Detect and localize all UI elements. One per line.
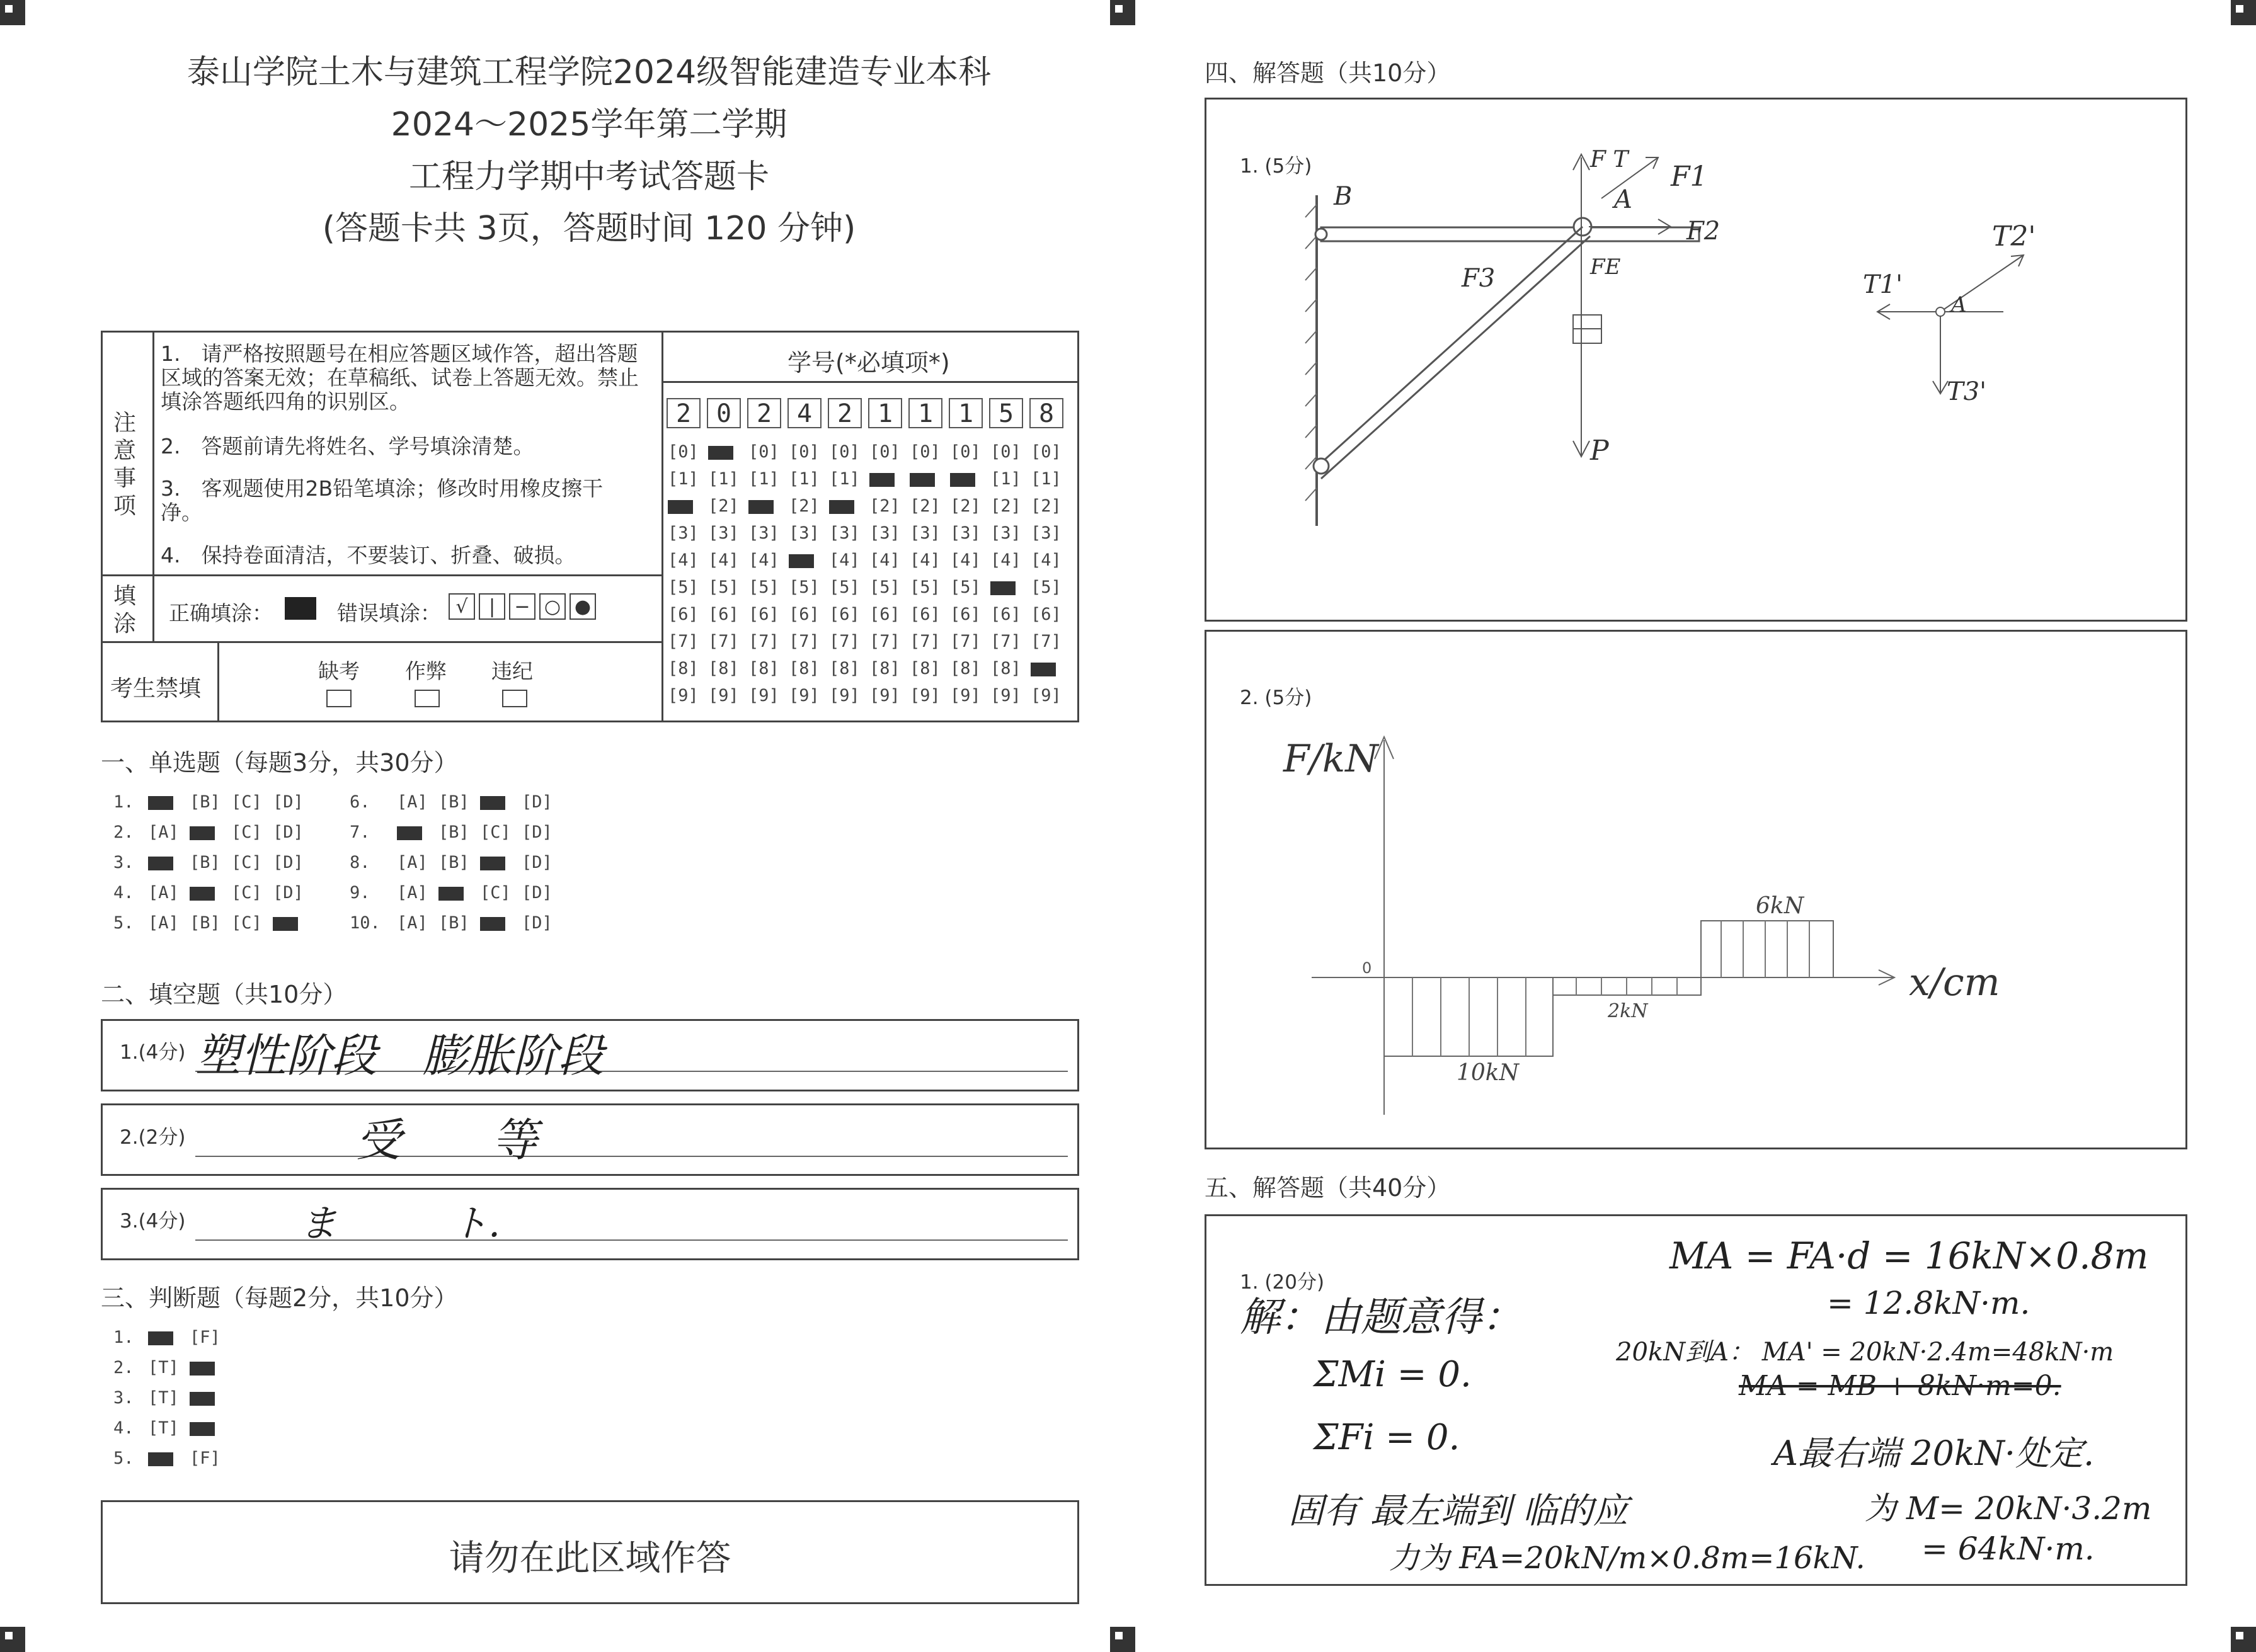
filled-mark xyxy=(480,857,505,870)
student-id-bubble[interactable]: [8] xyxy=(748,659,779,678)
student-id-bubble[interactable]: [6] xyxy=(668,605,699,624)
header-school: 泰山学院土木与建筑工程学院2024级智能建造专业本科 xyxy=(186,54,992,91)
student-id-bubble[interactable]: [0] xyxy=(950,442,981,462)
tf-question-number: 1. xyxy=(113,1328,134,1347)
prohibit-absent-label: 缺考 xyxy=(318,659,360,683)
mc-question-9 xyxy=(350,883,563,903)
section4-title: 四、解答题（共10分） xyxy=(1205,59,1451,87)
student-id-bubble[interactable]: [2] xyxy=(910,496,941,516)
prohibit-cheat-label: 作弊 xyxy=(405,659,447,683)
fill-blank-label-2: 2.(2分) xyxy=(120,1126,186,1149)
label-T1p: T1' xyxy=(1863,270,1903,299)
mc-option[interactable]: [D] xyxy=(273,792,304,812)
student-id-bubble[interactable]: [7] xyxy=(910,632,941,651)
notice-title: 注意事项 xyxy=(113,410,137,519)
student-id-bubble[interactable]: [3] xyxy=(748,523,779,543)
mc-option-filled[interactable] xyxy=(148,853,190,872)
student-id-bubble[interactable]: [7] xyxy=(829,632,860,651)
section3-title: 三、判断题（每题2分，共10分） xyxy=(101,1284,458,1312)
mc-option[interactable]: [A] xyxy=(148,883,179,903)
tf-option[interactable]: [T] xyxy=(148,1358,179,1377)
filled-mark xyxy=(438,887,464,901)
solution-line-6: MA = FA·d = 16kN×0.8m xyxy=(1669,1234,2149,1277)
student-id-bubble[interactable]: [8] xyxy=(789,659,820,678)
mc-option[interactable]: [C] xyxy=(231,853,262,872)
tf-question-number: 3. xyxy=(113,1388,134,1408)
student-id-bubble[interactable]: [7] xyxy=(668,632,699,651)
mc-question-2 xyxy=(113,823,314,842)
student-id-bubble-filled[interactable] xyxy=(668,496,693,516)
tf-option[interactable]: [F] xyxy=(190,1449,220,1468)
label-FT: F T xyxy=(1590,147,1629,173)
student-id-bubble[interactable]: [6] xyxy=(910,605,941,624)
mc-option[interactable]: [B] xyxy=(438,853,469,872)
student-id-digit-2[interactable]: 0 xyxy=(707,398,741,428)
student-id-bubble[interactable]: [8] xyxy=(708,659,739,678)
solution-line-3: ΣFi = 0. xyxy=(1314,1417,1460,1458)
mc-option[interactable]: [D] xyxy=(273,853,304,872)
corner-mark-top-right xyxy=(2231,0,2256,25)
student-id-bubble[interactable]: [4] xyxy=(990,550,1021,570)
student-id-digit-9[interactable]: 5 xyxy=(989,398,1023,428)
fill-blank-box-3 xyxy=(101,1188,1079,1260)
filled-mark xyxy=(668,500,693,514)
filled-mark xyxy=(990,581,1016,595)
mc-question-7 xyxy=(350,823,563,842)
fill-blank-box-2 xyxy=(101,1103,1079,1176)
student-id-bubble[interactable]: [7] xyxy=(869,632,900,651)
solution-line-10: A最右端 20kN·处定. xyxy=(1773,1433,2095,1473)
student-id-bubble[interactable]: [2] xyxy=(789,496,820,516)
student-id-bubble[interactable]: [7] xyxy=(708,632,739,651)
student-id-bubble[interactable]: [1] xyxy=(829,469,860,489)
mc-question-number: 6. xyxy=(350,792,370,812)
mc-option[interactable]: [A] xyxy=(397,853,428,872)
section4-q2-label: 2. (5分) xyxy=(1240,686,1312,709)
label-F3: F3 xyxy=(1462,264,1496,293)
mc-question-5 xyxy=(113,913,314,933)
origin-label: 0 xyxy=(1362,959,1372,977)
student-id-bubble[interactable]: [7] xyxy=(990,632,1021,651)
label-Ap: A xyxy=(1951,292,1967,317)
student-id-bubble[interactable]: [9] xyxy=(789,686,820,705)
student-id-bubble[interactable]: [9] xyxy=(829,686,860,705)
axial-force-diagram xyxy=(1205,630,2187,1149)
corner-mark-bottom-right xyxy=(2231,1627,2256,1652)
tf-option[interactable]: [T] xyxy=(148,1388,179,1408)
section5-q1-label: 1. (20分) xyxy=(1240,1271,1325,1294)
student-id-bubble[interactable]: [9] xyxy=(668,686,699,705)
mc-option[interactable]: [C] xyxy=(231,883,262,903)
student-id-digit-10[interactable]: 8 xyxy=(1029,398,1063,428)
student-id-bubble-filled[interactable] xyxy=(869,469,895,489)
value-label-10kN: 10kN xyxy=(1457,1060,1520,1086)
prohibit-violation-checkbox[interactable] xyxy=(502,690,527,707)
student-id-bubble[interactable]: [6] xyxy=(950,605,981,624)
mc-question-number: 9. xyxy=(350,883,370,903)
filled-mark xyxy=(397,826,422,840)
mc-option-filled[interactable] xyxy=(190,823,231,842)
tf-question-2 xyxy=(113,1358,231,1377)
mc-option-filled[interactable] xyxy=(190,883,231,903)
axis-y-label: F/kN xyxy=(1283,737,1378,781)
filled-mark xyxy=(1031,663,1056,676)
mc-question-number: 7. xyxy=(350,823,370,842)
tf-option-filled[interactable] xyxy=(148,1449,190,1468)
tf-option[interactable]: [F] xyxy=(190,1328,220,1347)
mc-question-8 xyxy=(350,853,563,872)
filled-mark xyxy=(869,473,895,487)
mc-question-number: 2. xyxy=(113,823,134,842)
tf-question-5 xyxy=(113,1449,231,1468)
student-id-bubble[interactable]: [9] xyxy=(990,686,1021,705)
student-id-digit-5[interactable]: 2 xyxy=(828,398,862,428)
filled-mark xyxy=(480,917,505,931)
mc-option[interactable]: [A] xyxy=(148,823,179,842)
student-id-bubble[interactable]: [6] xyxy=(829,605,860,624)
student-id-bubble[interactable]: [4] xyxy=(668,550,699,570)
student-id-bubble[interactable]: [0] xyxy=(748,442,779,462)
student-id-bubble[interactable]: [1] xyxy=(789,469,820,489)
filled-mark xyxy=(148,857,173,870)
student-id-bubble[interactable]: [5] xyxy=(910,578,941,597)
tf-question-number: 2. xyxy=(113,1358,134,1377)
mc-option-filled[interactable] xyxy=(480,792,522,812)
student-id-bubble-filled[interactable] xyxy=(708,442,733,462)
label-P: P xyxy=(1590,435,1609,467)
filled-mark xyxy=(789,554,814,568)
student-id-bubble[interactable]: [9] xyxy=(748,686,779,705)
label-Fae: FE xyxy=(1590,254,1621,280)
filled-mark xyxy=(708,446,733,460)
student-id-bubble[interactable]: [6] xyxy=(748,605,779,624)
student-id-bubble[interactable]: [5] xyxy=(708,578,739,597)
filled-mark xyxy=(910,473,935,487)
solution-line-2: ΣMi = 0. xyxy=(1314,1354,1472,1395)
student-id-bubble[interactable]: [1] xyxy=(708,469,739,489)
no-answer-zone-text: 请勿在此区域作答 xyxy=(449,1538,731,1579)
student-id-bubble[interactable]: [3] xyxy=(829,523,860,543)
mc-option-filled[interactable] xyxy=(397,823,438,842)
student-id-bubble[interactable]: [4] xyxy=(748,550,779,570)
corner-mark-top-center xyxy=(1110,0,1135,25)
mc-option[interactable]: [D] xyxy=(522,853,553,872)
student-id-digit-8[interactable]: 1 xyxy=(949,398,983,428)
wrong-sample-bar: | xyxy=(479,593,505,620)
student-id-bubble[interactable]: [2] xyxy=(990,496,1021,516)
student-id-bubble[interactable]: [4] xyxy=(708,550,739,570)
solution-line-7: = 12.8kN·m. xyxy=(1827,1285,2030,1321)
mc-option[interactable]: [B] xyxy=(190,853,220,872)
student-id-bubble[interactable]: [5] xyxy=(789,578,820,597)
mc-option[interactable]: [D] xyxy=(273,883,304,903)
tf-option-filled[interactable] xyxy=(148,1328,190,1347)
student-id-digit-1[interactable]: 2 xyxy=(667,398,701,428)
mc-option[interactable]: [C] xyxy=(231,823,262,842)
mc-question-10 xyxy=(350,913,563,933)
tf-question-1 xyxy=(113,1328,231,1347)
mc-option[interactable]: [D] xyxy=(522,883,553,903)
student-id-bubble[interactable]: [4] xyxy=(910,550,941,570)
student-id-digit-3[interactable]: 2 xyxy=(747,398,781,428)
student-id-bubble-filled[interactable] xyxy=(829,496,854,516)
wrong-fill-label: 错误填涂： xyxy=(337,601,441,625)
filled-mark xyxy=(148,796,173,810)
mc-option-filled[interactable] xyxy=(273,913,314,933)
wrong-sample-dot: ● xyxy=(570,593,596,620)
fill-blank-answer-3: ま ト. xyxy=(299,1202,501,1246)
student-id-bubble[interactable]: [6] xyxy=(869,605,900,624)
student-id-bubble[interactable]: [4] xyxy=(869,550,900,570)
student-id-bubble[interactable]: [5] xyxy=(950,578,981,597)
fill-blank-label-1: 1.(4分) xyxy=(120,1041,186,1064)
student-id-bubble[interactable]: [2] xyxy=(1031,496,1062,516)
filled-mark xyxy=(480,796,505,810)
section5-title: 五、解答题（共40分） xyxy=(1205,1174,1451,1202)
student-id-bubble[interactable]: [5] xyxy=(748,578,779,597)
prohibit-absent-checkbox[interactable] xyxy=(326,690,352,707)
value-label-2kN: 2kN xyxy=(1608,1000,1648,1022)
fill-blank-answer-1: 塑性阶段 膨胀阶段 xyxy=(195,1029,604,1082)
correct-fill-sample xyxy=(285,597,316,620)
student-id-bubble[interactable]: [0] xyxy=(990,442,1021,462)
wrong-sample-check: √ xyxy=(449,593,475,620)
student-id-bubble[interactable]: [0] xyxy=(668,442,699,462)
student-id-bubble[interactable]: [8] xyxy=(910,659,941,678)
filled-mark xyxy=(148,1331,173,1345)
tf-option-filled[interactable] xyxy=(190,1388,231,1408)
student-id-bubble[interactable]: [6] xyxy=(1031,605,1062,624)
value-label-6kN: 6kN xyxy=(1756,893,1804,919)
mc-option-filled[interactable] xyxy=(438,883,480,903)
filled-mark xyxy=(190,1422,215,1436)
student-id-bubble-filled[interactable] xyxy=(1031,659,1056,678)
mc-option[interactable]: [A] xyxy=(148,913,179,933)
student-id-bubble[interactable]: [9] xyxy=(1031,686,1062,705)
student-id-bubble[interactable]: [8] xyxy=(829,659,860,678)
student-id-bubble[interactable]: [3] xyxy=(789,523,820,543)
student-id-bubble[interactable]: [7] xyxy=(950,632,981,651)
student-id-bubble[interactable]: [6] xyxy=(708,605,739,624)
wrong-sample-circle: ○ xyxy=(539,593,566,620)
solution-line-9-struck: MA = MB + 8kN·m=0. xyxy=(1739,1370,2061,1402)
student-id-bubble[interactable]: [8] xyxy=(990,659,1021,678)
corner-mark-bottom-center xyxy=(1110,1627,1135,1652)
mc-question-4 xyxy=(113,883,314,903)
tf-question-4 xyxy=(113,1418,231,1438)
tf-option[interactable]: [T] xyxy=(148,1418,179,1438)
mc-option[interactable]: [B] xyxy=(438,823,469,842)
tf-question-number: 5. xyxy=(113,1449,134,1468)
filled-mark xyxy=(190,887,215,901)
student-id-bubble[interactable]: [2] xyxy=(950,496,981,516)
mc-option[interactable]: [C] xyxy=(480,823,511,842)
student-id-bubble[interactable]: [3] xyxy=(910,523,941,543)
student-id-digit-4[interactable]: 4 xyxy=(787,398,822,428)
student-id-bubble[interactable]: [5] xyxy=(1031,578,1062,597)
filled-mark xyxy=(273,917,298,931)
mc-option[interactable]: [C] xyxy=(231,792,262,812)
mc-question-number: 5. xyxy=(113,913,134,933)
student-id-bubble[interactable]: [1] xyxy=(748,469,779,489)
student-id-bubble[interactable]: [6] xyxy=(990,605,1021,624)
prohibit-title: 考生禁填 xyxy=(110,676,202,702)
corner-mark-top-left xyxy=(0,0,25,25)
mc-option[interactable]: [A] xyxy=(397,792,428,812)
student-id-bubble-filled[interactable] xyxy=(950,469,975,489)
student-id-bubble[interactable]: [1] xyxy=(668,469,699,489)
mc-option[interactable]: [D] xyxy=(522,823,553,842)
student-id-bubble[interactable]: [2] xyxy=(869,496,900,516)
header-note: (答题卡共 3页，答题时间 120 分钟) xyxy=(322,210,856,248)
section2-title: 二、填空题（共10分） xyxy=(101,981,347,1008)
mc-option[interactable]: [A] xyxy=(397,883,428,903)
student-id-bubble[interactable]: [4] xyxy=(829,550,860,570)
header-term: 2024～2025学年第二学期 xyxy=(391,106,787,144)
solution-line-8: 20kN到A： MA' = 20kN·2.4m=48kN·m xyxy=(1616,1338,2114,1367)
mc-question-6 xyxy=(350,792,563,812)
filled-mark xyxy=(190,1362,215,1376)
fill-blank-answer-2: 受 等 xyxy=(356,1114,538,1166)
student-id-bubble[interactable]: [0] xyxy=(869,442,900,462)
student-id-bubble[interactable]: [3] xyxy=(668,523,699,543)
student-id-bubble[interactable]: [3] xyxy=(708,523,739,543)
student-id-bubble[interactable]: [3] xyxy=(950,523,981,543)
prohibit-cheat-checkbox[interactable] xyxy=(415,690,440,707)
student-id-digit-6[interactable]: 1 xyxy=(868,398,902,428)
tf-question-number: 4. xyxy=(113,1418,134,1438)
mc-option-filled[interactable] xyxy=(480,913,522,933)
label-T3p: T3' xyxy=(1947,377,1987,406)
student-id-bubble[interactable]: [4] xyxy=(1031,550,1062,570)
student-id-bubble[interactable]: [3] xyxy=(990,523,1021,543)
student-id-bubble-filled[interactable] xyxy=(748,496,774,516)
solution-line-5: 力为 FA=20kN/m×0.8m=16kN. xyxy=(1389,1541,1865,1576)
mc-option-filled[interactable] xyxy=(148,792,190,812)
student-id-bubble[interactable]: [7] xyxy=(748,632,779,651)
student-id-bubble[interactable]: [7] xyxy=(789,632,820,651)
student-id-bubble[interactable]: [9] xyxy=(950,686,981,705)
force-diagram xyxy=(1205,98,2187,622)
student-id-bubble[interactable]: [1] xyxy=(1031,469,1062,489)
mc-option[interactable]: [B] xyxy=(438,913,469,933)
mc-question-3 xyxy=(113,853,314,872)
solution-line-11: 为 M= 20kN·3.2m xyxy=(1865,1490,2152,1527)
student-id-bubble[interactable]: [4] xyxy=(950,550,981,570)
mc-option[interactable]: [B] xyxy=(190,913,220,933)
mc-option[interactable]: [D] xyxy=(522,792,553,812)
student-id-bubble[interactable]: [5] xyxy=(668,578,699,597)
tf-option-filled[interactable] xyxy=(190,1358,231,1377)
student-id-title: 学号(*必填项*) xyxy=(787,349,950,377)
section1-title: 一、单选题（每题3分，共30分） xyxy=(101,749,458,777)
mc-question-number: 8. xyxy=(350,853,370,872)
notice-item-4: 4. 保持卷面清洁，不要装订、折叠、破损。 xyxy=(161,543,576,567)
tf-option-filled[interactable] xyxy=(190,1418,231,1438)
student-id-bubble[interactable]: [3] xyxy=(1031,523,1062,543)
student-id-bubble[interactable]: [6] xyxy=(789,605,820,624)
student-id-bubble[interactable]: [8] xyxy=(668,659,699,678)
filled-mark xyxy=(950,473,975,487)
label-F2: F2 xyxy=(1686,217,1721,246)
wrong-sample-dash: − xyxy=(509,593,535,620)
student-id-bubble[interactable]: [9] xyxy=(910,686,941,705)
mc-question-1 xyxy=(113,792,314,812)
filled-mark xyxy=(190,1392,215,1406)
label-B: B xyxy=(1334,182,1353,211)
student-id-digit-7[interactable]: 1 xyxy=(908,398,942,428)
student-id-bubble[interactable]: [7] xyxy=(1031,632,1062,651)
student-id-bubble-filled[interactable] xyxy=(789,550,814,570)
mc-option[interactable]: [C] xyxy=(231,913,262,933)
mc-option[interactable]: [C] xyxy=(480,883,511,903)
section4-q1-label: 1. (5分) xyxy=(1240,155,1312,178)
filled-mark xyxy=(829,500,854,514)
student-id-bubble[interactable]: [0] xyxy=(789,442,820,462)
fill-title: 填涂 xyxy=(113,583,137,637)
mc-option[interactable]: [D] xyxy=(522,913,553,933)
student-id-bubble[interactable]: [1] xyxy=(990,469,1021,489)
mc-question-number: 1. xyxy=(113,792,134,812)
student-id-bubble[interactable]: [3] xyxy=(869,523,900,543)
solution-line-12: = 64kN·m. xyxy=(1921,1530,2095,1567)
filled-mark xyxy=(748,500,774,514)
student-id-bubble[interactable]: [0] xyxy=(829,442,860,462)
notice-item-2: 2. 答题前请先将姓名、学号填涂清楚。 xyxy=(161,434,534,459)
header-exam-name: 工程力学期中考试答题卡 xyxy=(408,158,769,196)
filled-mark xyxy=(190,826,215,840)
mc-option[interactable]: [B] xyxy=(190,792,220,812)
filled-mark xyxy=(148,1452,173,1466)
solution-line-1: 解：由题意得： xyxy=(1240,1294,1522,1341)
student-id-bubble[interactable]: [8] xyxy=(950,659,981,678)
mc-question-number: 10. xyxy=(350,913,381,933)
label-A: A xyxy=(1614,185,1632,214)
mc-option[interactable]: [A] xyxy=(397,913,428,933)
student-id-bubble[interactable]: [9] xyxy=(869,686,900,705)
mc-option[interactable]: [D] xyxy=(273,823,304,842)
axis-x-label: x/cm xyxy=(1909,960,2000,1005)
corner-mark-bottom-left xyxy=(0,1627,25,1652)
label-T2p: T2' xyxy=(1992,220,2036,253)
mc-option[interactable]: [B] xyxy=(438,792,469,812)
fill-blank-label-3: 3.(4分) xyxy=(120,1210,186,1233)
mc-question-number: 3. xyxy=(113,853,134,872)
correct-fill-label: 正确填涂： xyxy=(169,601,273,625)
label-F1: F1 xyxy=(1671,161,1708,193)
tf-question-3 xyxy=(113,1388,231,1408)
mc-question-number: 4. xyxy=(113,883,134,903)
prohibit-violation-label: 违纪 xyxy=(491,659,533,683)
notice-item-3: 3. 客观题使用2B铅笔填涂；修改时用橡皮擦干净。 xyxy=(161,476,604,525)
student-id-bubble-filled[interactable] xyxy=(990,578,1016,597)
mc-option-filled[interactable] xyxy=(480,853,522,872)
student-id-bubble[interactable]: [8] xyxy=(869,659,900,678)
student-id-bubble-filled[interactable] xyxy=(910,469,935,489)
notice-item-1: 1. 请严格按照题号在相应答题区域作答，超出答题区域的答案无效；在草稿纸、试卷上答题无效。禁止填涂答题纸四角的识别区。 xyxy=(161,341,639,414)
student-id-bubble[interactable]: [2] xyxy=(708,496,739,516)
solution-line-4: 固有 最左端到 临的应 xyxy=(1288,1491,1629,1532)
student-id-bubble[interactable]: [0] xyxy=(1031,442,1062,462)
student-id-bubble[interactable]: [5] xyxy=(869,578,900,597)
student-id-bubble[interactable]: [9] xyxy=(708,686,739,705)
student-id-bubble[interactable]: [5] xyxy=(829,578,860,597)
student-id-bubble[interactable]: [0] xyxy=(910,442,941,462)
